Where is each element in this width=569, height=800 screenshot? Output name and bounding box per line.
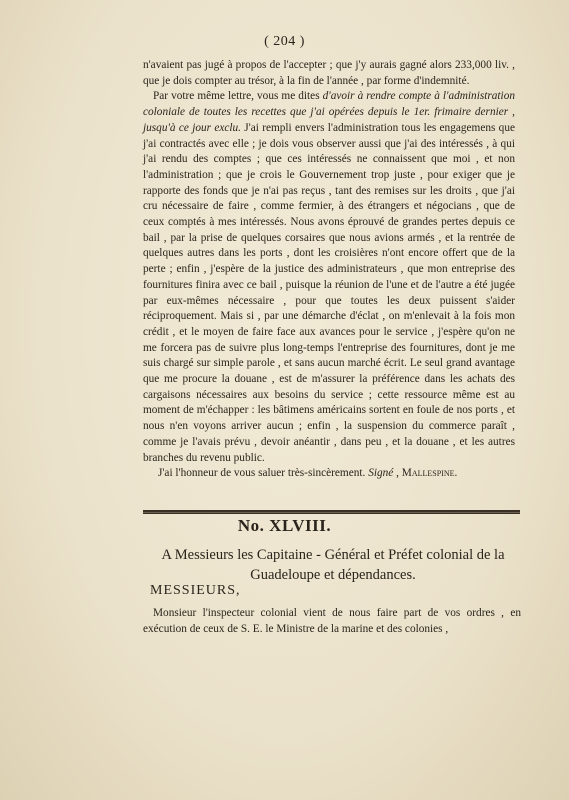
letter-body	[143, 58, 515, 482]
paragraph-main-body: J'ai rempli envers l'administration tous les engagemens que j'ai contractés avec elle ; je dois vous observer aussi que j'ai des intéressés , à qui j'ai rendu des comptes ; que ces intéressés ne connaissent que moi , et non l'administration ; que je crois le Gouvernement trop juste , pour exiger que je rapporte des fonds que je n'ai pas reçus , tant des remises sur les droits , que j'ai cru nécessaire de faire , comme fermier, à des étrangers et négocians , que de ceux comptés à mes intéressés. Nous avons éprouvé de grandes pertes depuis ce bail , par la prise de quelques corsaires que nous avions armés , et la rentrée de quelques autres dans les ports , dont les croisières n'ont encore offert que de la perte ; enfin , j'espère de la justice des administrateurs , que mon entreprise des fournitures finira avec ce bail , puisque la réunion de l'une et de l'autre a été jugée par eux-mêmes nécessaire , pour que toutes les deux puissent s'aider réciproquement. Mais si , par une démarche d'éclat , on m'enlevait à la fois mon crédit , et le moyen de faire face aux avances pour le service , j'espère qu'on ne me forcera pas de suivre plus long-temps l'entreprise des fournitures, dont je me suis chargé sur simple parole , et sans aucun marché écrit. Le seul grand avantage que me procure la douane , est de m'assurer la préférence dans les achats des cargaisons nécessaires aux besoins du service ; cette ressource même est au moment de m'échapper : les bâtimens américains sortent en foule de nos ports , et nous n'en voyons arriver aucun ; enfin , la suspension du commerce paraît , comme je l'avais prévu , devoir anéantir , dans peu , et la douane , et les autres branches du revenu public.	[143, 121, 515, 464]
salutation: MESSIEURS,	[150, 583, 241, 598]
page-number: ( 204 )	[264, 34, 305, 49]
section-address: A Messieurs les Capitaine - Général et Préfet colonial de la Guadeloupe et dépendances.	[161, 547, 505, 583]
closing-separator: ,	[393, 467, 402, 480]
paragraph-main-intro: Par votre même lettre, vous me dites	[153, 90, 323, 103]
signatory-name: Mallespine.	[401, 467, 458, 480]
paragraph-continuation: n'avaient pas jugé à propos de l'accepter ; que j'y aurais gagné alors 233,000 liv. , que je dois compter au trésor, à la fin de l'année , par forme d'indemnité.	[143, 59, 515, 87]
section-divider	[143, 510, 520, 513]
letter-opening	[143, 605, 521, 637]
closing-line	[143, 466, 515, 482]
paragraph-main	[143, 89, 515, 466]
signe-label: Signé	[368, 467, 394, 480]
closing-text: J'ai l'honneur de vous saluer très-sincèrement.	[158, 467, 369, 480]
quoted-instruction: d'avoir à rendre compte à l'administration coloniale de toutes les recettes que j'ai opérées depuis le 1er. frimaire dernier , jusqu'à ce jour exclu.	[143, 90, 515, 134]
section-number: No. XLVIII.	[237, 516, 332, 535]
letter-opening-text: Monsieur l'inspecteur colonial vient de nous faire part de vos ordres , en exécution de ceux de S. E. le Ministre de la marine et des colonies ,	[143, 607, 521, 635]
